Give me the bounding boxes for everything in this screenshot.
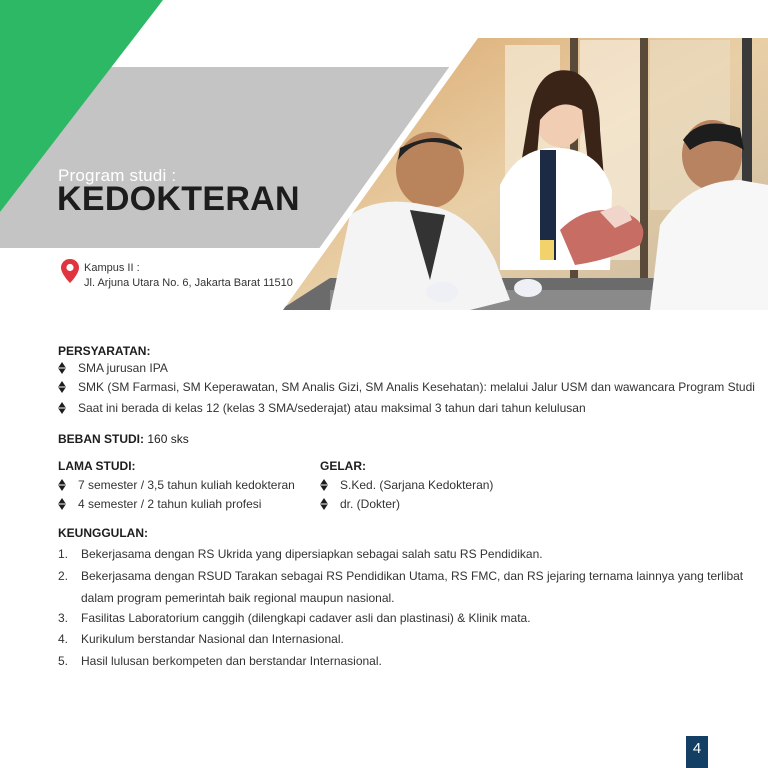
item-text: Fasilitas Laboratorium canggih (dilengkapi cadaver asli dan plastinasi) & Klinik mata. bbox=[81, 611, 531, 625]
list-item bbox=[320, 478, 493, 492]
persyaratan-item: Saat ini berada di kelas 12 (kelas 3 SMA/sederajat) atau maksimal 3 tahun dari tahun kelulusan bbox=[78, 401, 586, 415]
diamond-bullet-icon bbox=[58, 381, 66, 393]
lama-studi-item: 7 semester / 3,5 tahun kuliah kedokteran bbox=[78, 478, 295, 492]
persyaratan-item: SMA jurusan IPA bbox=[78, 361, 168, 375]
numbered-item bbox=[58, 654, 382, 668]
gelar-item: dr. (Dokter) bbox=[340, 497, 401, 511]
list-item bbox=[58, 361, 168, 375]
lama-studi-heading: LAMA STUDI: bbox=[58, 459, 136, 473]
item-number: 4. bbox=[58, 632, 69, 646]
keunggulan-heading: KEUNGGULAN: bbox=[58, 526, 148, 540]
numbered-item bbox=[58, 547, 543, 561]
numbered-item bbox=[58, 632, 344, 646]
diamond-bullet-icon bbox=[58, 479, 66, 491]
persyaratan-heading: PERSYARATAN: bbox=[58, 344, 151, 358]
item-number: 5. bbox=[58, 654, 69, 668]
list-item bbox=[58, 497, 261, 511]
item-text-continuation: dalam program pemerintah baik regional maupun nasional. bbox=[81, 591, 395, 605]
diamond-bullet-icon bbox=[58, 362, 66, 374]
page-number-badge: 4 bbox=[686, 736, 708, 768]
item-text: Kurikulum berstandar Nasional dan Internasional. bbox=[81, 632, 344, 646]
list-item bbox=[58, 478, 295, 492]
diamond-bullet-icon bbox=[320, 479, 328, 491]
beban-studi bbox=[58, 432, 189, 446]
persyaratan-item: SMK (SM Farmasi, SM Keperawatan, SM Analis Gizi, SM Analis Kesehatan): melalui Jalur USM dan wawancara Program Studi bbox=[78, 380, 755, 394]
item-number: 2. bbox=[58, 569, 69, 583]
list-item bbox=[58, 380, 755, 394]
beban-studi-heading: BEBAN STUDI: bbox=[58, 432, 144, 446]
item-text: Bekerjasama dengan RS Ukrida yang dipersiapkan sebagai salah satu RS Pendidikan. bbox=[81, 547, 543, 561]
diamond-bullet-icon bbox=[58, 498, 66, 510]
program-title: KEDOKTERAN bbox=[57, 180, 300, 218]
list-item bbox=[320, 497, 400, 511]
item-number: 3. bbox=[58, 611, 69, 625]
gelar-item: S.Ked. (Sarjana Kedokteran) bbox=[340, 478, 494, 492]
diamond-bullet-icon bbox=[320, 498, 328, 510]
map-pin-icon bbox=[60, 258, 80, 284]
gelar-heading: GELAR: bbox=[320, 459, 366, 473]
item-text: Bekerjasama dengan RSUD Tarakan sebagai RS Pendidikan Utama, RS FMC, dan RS jejaring ternama lainnya yang terlibat bbox=[81, 569, 744, 583]
campus-name: Kampus II : bbox=[84, 262, 140, 274]
numbered-item bbox=[58, 569, 744, 605]
beban-studi-value: 160 sks bbox=[147, 432, 189, 446]
program-label: Program studi : bbox=[58, 166, 177, 185]
item-text: Hasil lulusan berkompeten dan berstandar Internasional. bbox=[81, 654, 382, 668]
campus-info bbox=[84, 261, 293, 291]
campus-address: Jl. Arjuna Utara No. 6, Jakarta Barat 11510 bbox=[84, 277, 293, 289]
item-number: 1. bbox=[58, 547, 69, 561]
lama-studi-item: 4 semester / 2 tahun kuliah profesi bbox=[78, 497, 262, 511]
numbered-item bbox=[58, 611, 531, 625]
diamond-bullet-icon bbox=[58, 402, 66, 414]
list-item bbox=[58, 401, 586, 415]
